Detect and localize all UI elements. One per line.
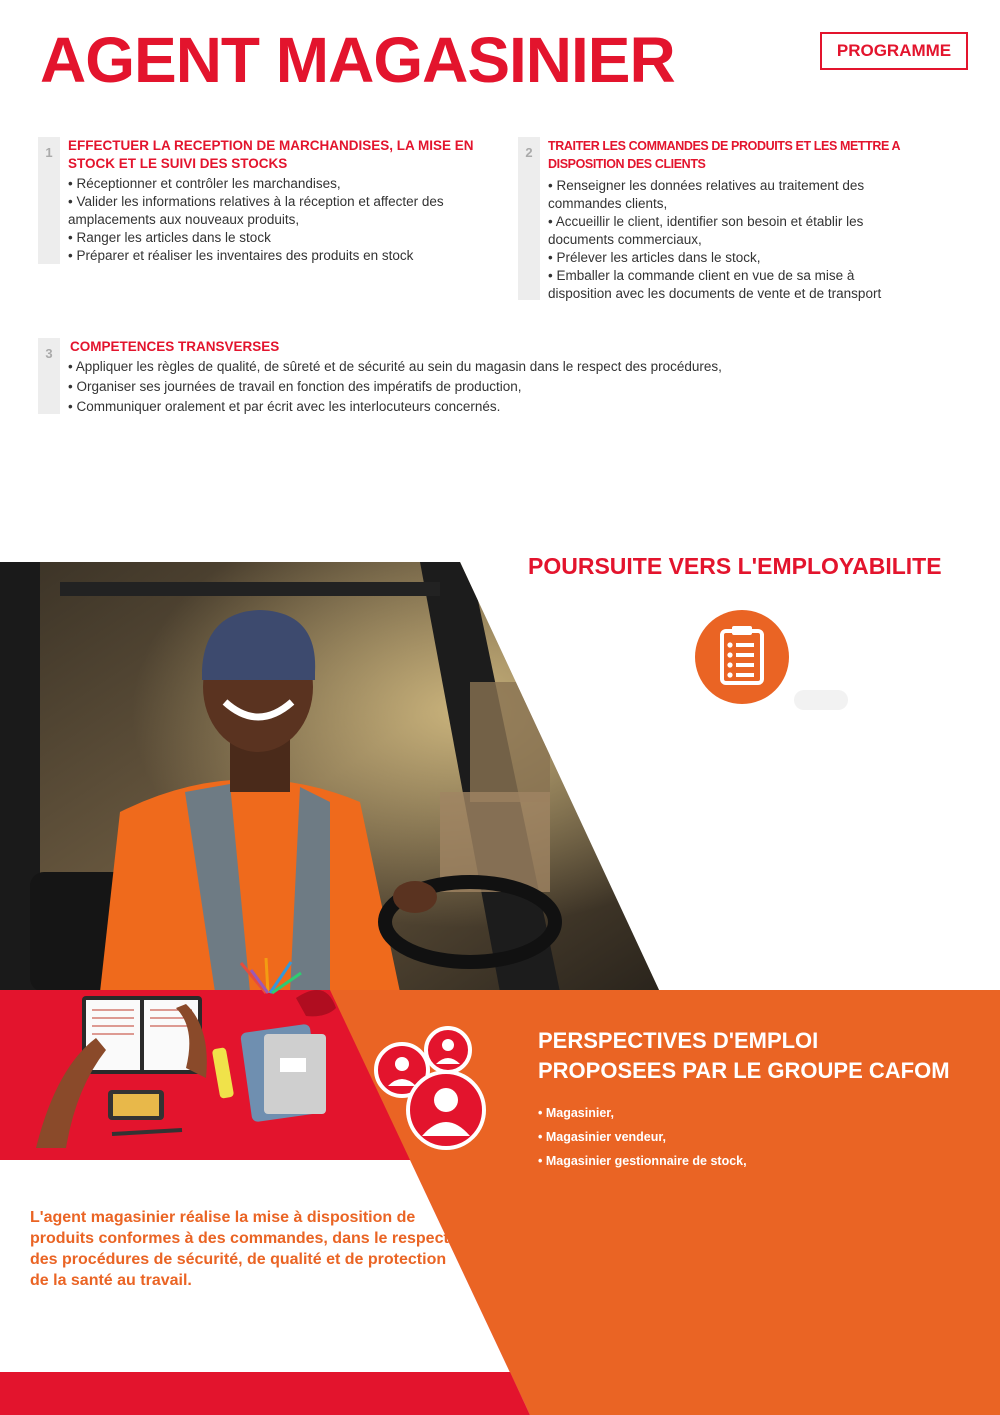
list-item: • Préparer et réaliser les inventaires des produits en stock bbox=[68, 248, 414, 263]
section-3 bbox=[38, 338, 938, 416]
section-title-line: EFFECTUER LA RECEPTION DE MARCHANDISES, LA MISE EN bbox=[68, 138, 474, 153]
decorative-pill bbox=[794, 690, 848, 710]
section-body bbox=[68, 137, 474, 265]
perspectives-title-line: PROPOSEES PAR LE GROUPE CAFOM bbox=[538, 1058, 950, 1083]
list-item: amplacements aux nouveaux produits, bbox=[68, 212, 300, 227]
section-1 bbox=[38, 137, 498, 267]
section-title bbox=[548, 137, 900, 173]
section-title bbox=[70, 338, 722, 356]
list-item: • Communiquer oralement et par écrit avec les interlocuteurs concernés. bbox=[68, 399, 501, 414]
section-body bbox=[70, 338, 722, 416]
employability-heading: POURSUITE VERS L'EMPLOYABILITE bbox=[528, 553, 942, 579]
list-item: • Renseigner les données relatives au traitement des bbox=[548, 178, 865, 193]
perspectives-title-line: PERSPECTIVES D'EMPLOI bbox=[538, 1028, 819, 1053]
list-item: • Réceptionner et contrôler les marchandises, bbox=[68, 176, 341, 191]
list-item: • Prélever les articles dans le stock, bbox=[548, 250, 761, 265]
perspectives-title bbox=[538, 1026, 950, 1086]
list-item: commandes clients, bbox=[548, 196, 668, 211]
section-title-line: COMPETENCES TRANSVERSES bbox=[70, 339, 280, 354]
list-item: • Ranger les articles dans le stock bbox=[68, 230, 271, 245]
section-title-line: STOCK ET LE SUIVI DES STOCKS bbox=[68, 156, 288, 171]
list-item: • Magasinier vendeur, bbox=[538, 1130, 667, 1144]
section-list bbox=[548, 177, 900, 303]
perspectives-list bbox=[538, 1101, 747, 1173]
section-title-line: TRAITER LES COMMANDES DE PRODUITS ET LES METTRE A bbox=[548, 139, 901, 153]
list-item: • Accueillir le client, identifier son besoin et établir les bbox=[548, 214, 864, 229]
page-title: AGENT MAGASINIER bbox=[40, 24, 675, 96]
list-item: • Magasinier, bbox=[538, 1106, 614, 1120]
section-list bbox=[68, 358, 722, 416]
list-item: disposition avec les documents de vente et de transport bbox=[548, 286, 882, 301]
section-list bbox=[68, 175, 474, 265]
worker-photo bbox=[0, 562, 660, 992]
section-title bbox=[68, 137, 474, 173]
section-body bbox=[548, 137, 900, 303]
section-number: 2 bbox=[518, 137, 540, 300]
section-number: 3 bbox=[38, 338, 60, 414]
programme-badge: PROGRAMME bbox=[820, 32, 968, 70]
list-item: • Emballer la commande client en vue de sa mise à bbox=[548, 268, 855, 283]
list-item: • Organiser ses journées de travail en fonction des impératifs de production, bbox=[68, 379, 522, 394]
list-item: • Appliquer les règles de qualité, de sûreté et de sécurité au sein du magasin dans le respect des procédures, bbox=[68, 359, 722, 374]
people-icon bbox=[372, 1026, 496, 1150]
list-item: • Valider les informations relatives à la réception et affecter des bbox=[68, 194, 444, 209]
list-item: • Magasinier gestionnaire de stock, bbox=[538, 1154, 747, 1168]
list-item: documents commerciaux, bbox=[548, 232, 702, 247]
checklist-icon bbox=[694, 609, 790, 705]
section-number: 1 bbox=[38, 137, 60, 264]
section-title-line: DISPOSITION DES CLIENTS bbox=[548, 157, 706, 171]
desk-illustration bbox=[36, 958, 356, 1148]
job-description: L'agent magasinier réalise la mise à disposition de produits conformes à des commandes, dans le respect des procédures de sécurité, de qualité et de protection de la santé au travail. bbox=[30, 1209, 449, 1289]
section-2 bbox=[518, 137, 958, 302]
